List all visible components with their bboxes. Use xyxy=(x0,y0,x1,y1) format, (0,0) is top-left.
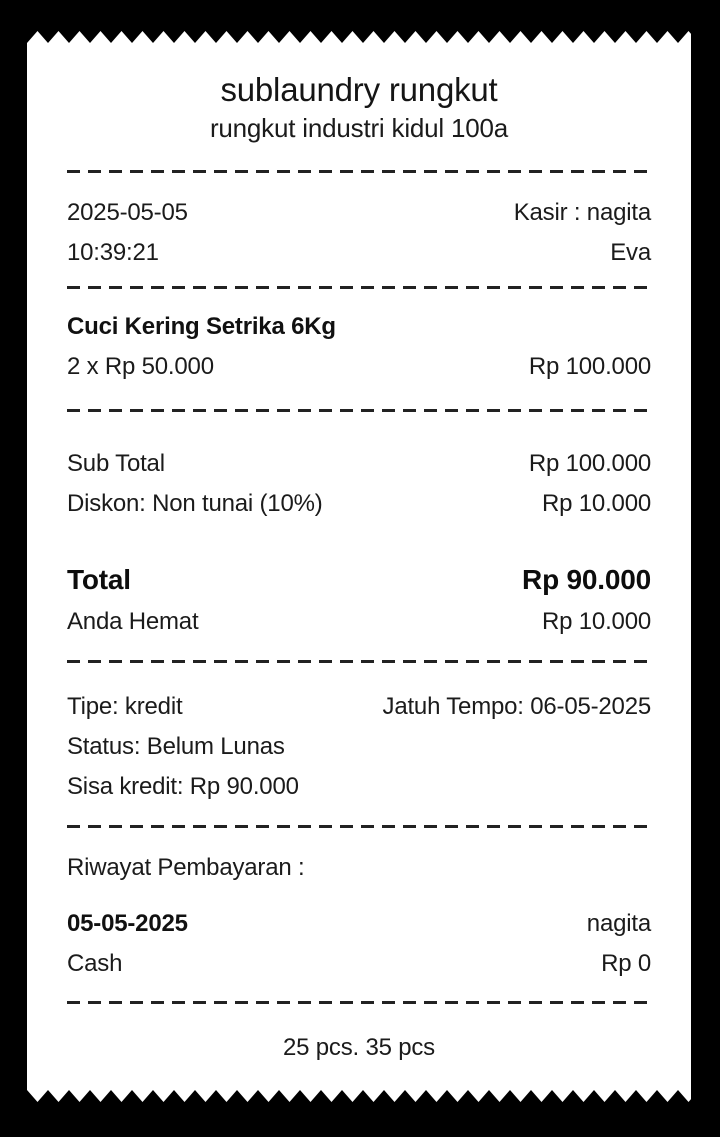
payment-status: Status: Belum Lunas xyxy=(67,733,285,760)
transaction-date: 2025-05-05 xyxy=(67,199,188,226)
cashier-label: Kasir : nagita xyxy=(513,199,651,226)
payment-date: 05-05-2025 xyxy=(67,910,188,937)
dashed-separator xyxy=(67,286,651,289)
total-label: Total xyxy=(67,564,131,595)
item-amount: Rp 100.000 xyxy=(528,353,651,380)
credit-remaining: Sisa kredit: Rp 90.000 xyxy=(67,773,299,800)
store-name: sublaundry rungkut xyxy=(220,71,498,108)
payment-history-title: Riwayat Pembayaran : xyxy=(67,854,305,881)
dashed-separator xyxy=(67,1001,651,1004)
item-qty-price: 2 x Rp 50.000 xyxy=(67,353,214,380)
transaction-meta xyxy=(67,193,651,273)
total-value: Rp 90.000 xyxy=(522,564,651,595)
store-address: rungkut industri kidul 100a xyxy=(209,113,509,143)
subtotal-value: Rp 100.000 xyxy=(528,450,651,477)
dashed-separator xyxy=(67,409,651,412)
summary-section xyxy=(67,444,651,642)
payment-amount: Rp 0 xyxy=(601,950,651,977)
receipt-paper xyxy=(27,43,691,1090)
dashed-separator xyxy=(67,170,651,173)
pieces-summary: 25 pcs. 35 pcs xyxy=(283,1034,435,1061)
item-list xyxy=(67,307,651,387)
credit-info-section xyxy=(67,687,651,807)
savings-value: Rp 10.000 xyxy=(542,608,651,635)
payment-history-entry xyxy=(67,904,651,984)
payment-cashier: nagita xyxy=(586,910,651,937)
dashed-separator xyxy=(67,825,651,828)
receipt xyxy=(27,30,691,1103)
receipt-torn-edge-bottom xyxy=(27,1090,691,1103)
due-date: Jatuh Tempo: 06-05-2025 xyxy=(382,693,651,720)
item-name: Cuci Kering Setrika 6Kg xyxy=(67,313,336,340)
dashed-separator xyxy=(67,660,651,663)
savings-label: Anda Hemat xyxy=(67,608,199,635)
customer-name: Eva xyxy=(610,239,651,266)
payment-type: Tipe: kredit xyxy=(67,693,183,720)
discount-value: Rp 10.000 xyxy=(542,490,651,517)
discount-label: Diskon: Non tunai (10%) xyxy=(67,490,323,517)
receipt-torn-edge-top xyxy=(27,30,691,43)
transaction-time: 10:39:21 xyxy=(67,239,159,266)
subtotal-label: Sub Total xyxy=(67,450,165,477)
payment-method: Cash xyxy=(67,950,123,977)
